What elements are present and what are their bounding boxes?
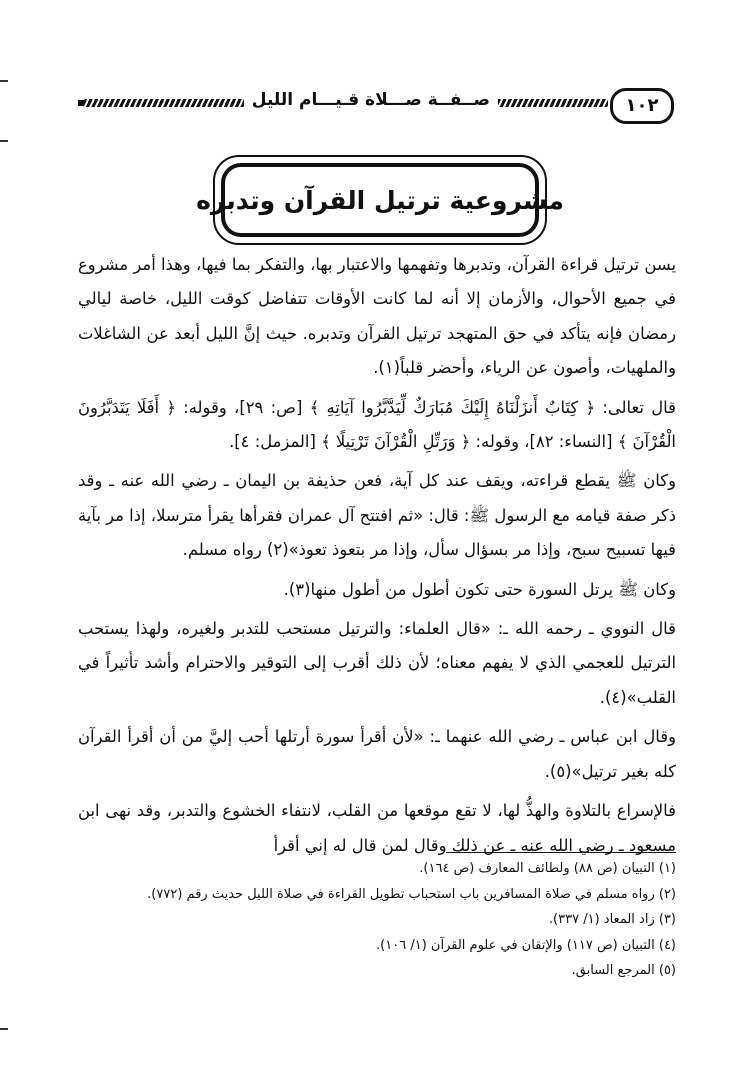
- footnotes: [78, 856, 676, 984]
- scan-mark: [0, 140, 8, 142]
- paragraph: وكان ﷺ يرتل السورة حتى تكون أطول من أطول منها(٣).: [283, 579, 676, 599]
- section-title: مشروعية ترتيل القرآن وتدبره: [196, 185, 564, 215]
- header-title: صــفــة صـــلاة قـيـــام الليل: [244, 90, 498, 110]
- scan-mark: [0, 1028, 8, 1030]
- footnote-separator: [446, 852, 676, 853]
- page-number: ١٠٢: [610, 88, 674, 124]
- paragraph: يسن ترتيل قراءة القرآن، وتدبرها وتفهمها والاعتبار بها، والتفكر بما فيها، وهذا أمر مشروع في جميع الأحوال، والأزمان إلا أنه لما كانت الأوقات تتفاضل كوقت الليل، خاصة ليالي رمضان فإنه يتأكد في حق المتهجد ترتيل القرآن وتدبره. حيث إنَّ الليل أبعد عن الشاغلات والملهيات، وأصون عن الرياء، وأحضر قلباً(١).: [78, 255, 676, 378]
- scan-mark: [0, 80, 8, 82]
- section-title-frame: [196, 155, 564, 245]
- paragraph: قال تعالى: ﴿ كِتَابٌ أَنزَلْنَاهُ إِلَيْكَ مُبَارَكٌ لِّيَدَّبَّرُوا آيَاتِهِ ﴾ [ص: ٢٩]، وقوله: ﴿ أَفَلَا يَتَدَبَّرُونَ الْقُرْآنَ ﴾ [النساء: ٨٢]، وقوله: ﴿ وَرَتِّلِ الْقُرْآنَ تَرْتِيلًا ﴾ [المزمل: ٤].: [78, 397, 676, 452]
- footnote: (٤) التبيان (ص ١١٧) والإتقان في علوم القرآن (١/ ١٠٦).: [376, 937, 676, 953]
- paragraph: فالإسراع بالتلاوة والهذُّ لها، لا تقع موقعها من القلب، لانتفاء الخشوع والتدبر، وقد نهى ابن مسعود ـ رضي الله عنه ـ عن ذلك وقال لمن قال له إني أقرأ: [78, 801, 676, 855]
- paragraph: وقال ابن عباس ـ رضي الله عنهما ـ: «لأن أقرأ سورة أرتلها أحب إليَّ من أن أقرأ القرآن كله بغير ترتيل»(٥).: [78, 727, 676, 781]
- paragraph: قال النووي ـ رحمه الله ـ: «قال العلماء: والترتيل مستحب للتدبر ولغيره، ولهذا يستحب الترتيل للعجمي الذي لا يفهم معناه؛ لأن ذلك أقرب إلى التوقير والاحترام وأشد تأثيراً في القلب»(٤).: [78, 619, 676, 707]
- body-text: [78, 248, 676, 863]
- running-header: [78, 88, 678, 122]
- footnote: (٢) رواه مسلم في صلاة المسافرين باب استحباب تطويل القراءة في صلاة الليل حديث رقم (٧٧٢).: [147, 886, 676, 902]
- footnote: (٣) زاد المعاد (١/ ٣٣٧).: [548, 912, 676, 927]
- footnote: (٥) المرجع السابق.: [571, 963, 676, 978]
- footnote: (١) التبيان (ص ٨٨) ولطائف المعارف (ص ١٦٤).: [419, 861, 676, 876]
- paragraph: وكان ﷺ يقطع قراءته، ويقف عند كل آية، فعن حذيفة بن اليمان ـ رضي الله عنه ـ وقد ذكر صفة قيامه مع الرسول ﷺ: قال: «ثم افتتح آل عمران فقرأها يقرأ مترسلا، إذا مر بآية فيها تسبيح سبح، وإذا مر بسؤال سأل، وإذا مر بتعوذ تعوذ»(٢) رواه مسلم.: [78, 471, 676, 560]
